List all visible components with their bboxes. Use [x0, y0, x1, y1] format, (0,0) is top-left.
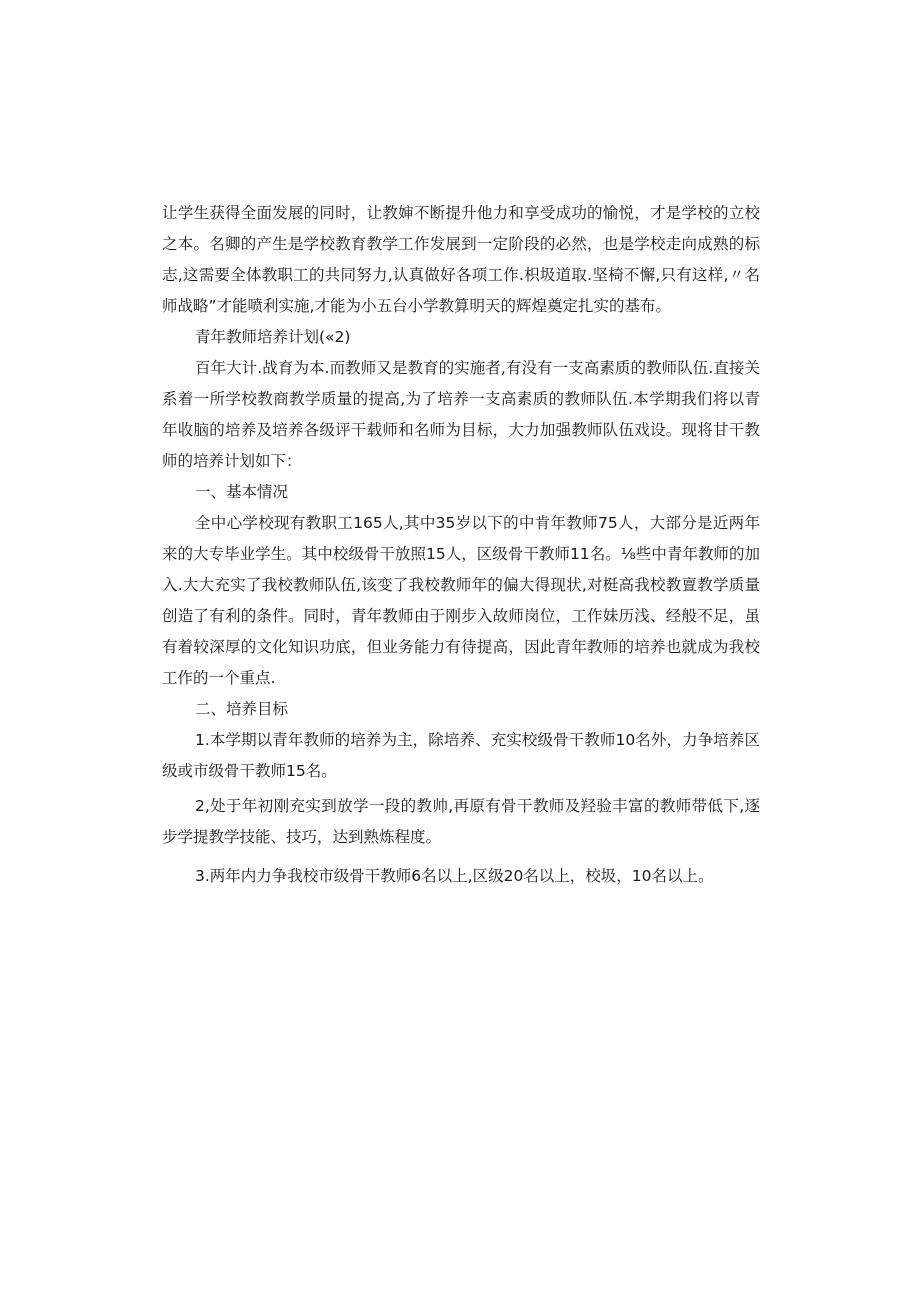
document-body	[162, 198, 760, 892]
basic-situation-paragraph: 全中心学校现有教职工165人,其中35岁以下的中肯年教师75人，大部分是近两年来的大专毕业学生。其中校级骨干放照15人，区级骨干教师11名。⅛些中青年教师的加入.大大充实了我校教师队伍,该变了我校教师年的偏大得现状,对梃高我校教亶教学质量创造了有利的条件。同时，青年教师由于刚步入故师岗位，工作妹历浅、经般不足，虽有着较深厚的文化知识功底，但业务能力有待提高，因此青年教师的培养也就成为我校工作的一个重点.	[162, 514, 760, 687]
goal-item-3: 3.两年内力争我校市级骨干教师6名以上,区级20名以上，校圾，10名以上。	[195, 867, 714, 885]
heading-training-goals: 二、培养目标	[195, 700, 289, 718]
heading-basic-situation: 一、基本情况	[195, 483, 289, 501]
opening-paragraph: 百年大计.战育为本.而教师又是教育的实施者,有没有一支高素质的教师队伍.直接关系着一所学校教商教学质量的提高,为了培养一支高素质的教师队伍.本学期我们将以青年收脑的培养及培养各级评干载师和名师为目标，大力加强教师队伍戏设。现将甘干教师的培养计划如下：	[162, 359, 760, 470]
goal-item-2: 2,处于年初刚充实到放学一段的教帅,再原有骨干教师及羟验丰富的教师带低下,逐步学提教学技能、技巧，达到熟炼程度。	[162, 797, 760, 846]
section-title: 青年教师培养计划(«2)	[195, 328, 351, 346]
intro-paragraph: 让学生获得全面发展的同时，让教婶不断提升他力和享受成功的愉悦，才是学校的立校之本。名卿的产生是学校教育教学工作发展到一定阶段的必然，也是学校走向成熟的标志,这需要全体教职工的共同努力,认真做好各项工作.枳圾道取.坚椅不懈,只有这样,〃名师战略”才能喷利实施,才能为小五台小学教算明天的辉煌奠定扎实的基布。	[162, 204, 760, 315]
goal-item-1: 1.本学期以青年教师的培养为主，除培养、充实校级骨干教师10名外，力争培养区级或市级骨干教师15名。	[162, 731, 760, 780]
